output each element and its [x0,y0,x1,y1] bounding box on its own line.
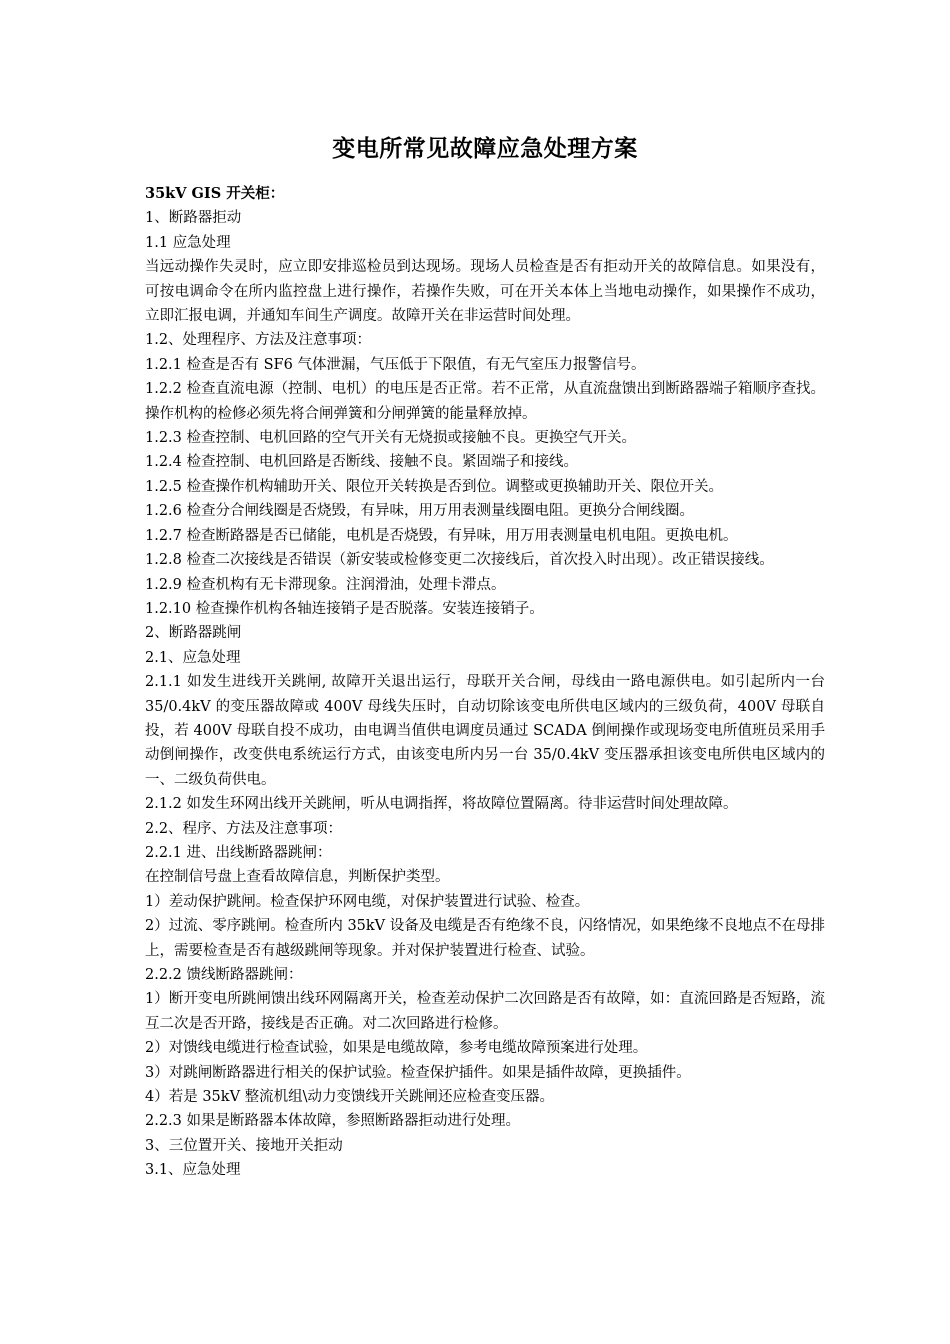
section-heading: 35kV GIS 开关柜： [145,185,285,202]
subheading-procedure-2-2: 2.2、程序、方法及注意事项： [145,820,343,837]
item-1-2-8: 1.2.8 检查二次接线是否错误（新安装或检修变更二次接线后，首次投入时出现）。改正错误接线。 [145,552,774,569]
list-item-transformer-check: 4）若是 35kV 整流机组\动力变馈线开关跳闸还应检查变压器。 [145,1089,555,1106]
list-item-overcurrent-trip: 2）过流、零序跳闸。检查所内 35kV 设备及电缆是否有绝缘不良，闪络情况，如果绝缘不良地点不在母排上，需要检查是否有越级跳闸等现象。并对保护装置进行检查、试验。 [145,918,825,959]
item-1-2-7: 1.2.7 检查断路器是否已储能，电机是否烧毁，有异味，用万用表测量电机电阻。更换电机。 [145,527,738,544]
item-1-2-2: 1.2.2 检查直流电源（控制、电机）的电压是否正常。若不正常，从直流盘馈出到断路器端子箱顺序查找。操作机构的检修必须先将合闸弹簧和分闸弹簧的能量释放掉。 [145,381,825,422]
subheading-emergency-3-1: 3.1、应急处理 [145,1162,241,1179]
item-1-2-3: 1.2.3 检查控制、电机回路的空气开关有无烧损或接触不良。更换空气开关。 [145,430,637,447]
list-item-cable-test: 2）对馈线电缆进行检查试验，如果是电缆故障，参考电缆故障预案进行处理。 [145,1040,648,1057]
heading-breaker-refusal: 1、断路器拒动 [145,210,242,227]
item-2-1-1: 2.1.1 如发生进线开关跳闸, 故障开关退出运行，母联开关合闸，母线由一路电源供电。如引起所内一台 35/0.4kV 的变压器故障或 400V 母线失压时，自动切除该变电所供电区域内的三级负荷，400V 母联自投，若 400V 母联自投不成功，由电调当值供电调度员通过 SCADA 倒闸操作或现场变电所值班员采用手动倒闸操作，改变供电系统运行方式，由该变电所内另一台 35/0.4kV 变压器承担该变电所供电区域内的一、二级负荷供电。 [145,674,825,788]
subheading-emergency-2-1: 2.1、应急处理 [145,649,241,666]
subheading-procedure-1-2: 1.2、处理程序、方法及注意事项： [145,332,372,349]
item-1-2-9: 1.2.9 检查机构有无卡滞现象。注润滑油，处理卡滞点。 [145,576,506,593]
item-2-2-1: 2.2.1 进、出线断路器跳闸： [145,844,332,861]
paragraph-check-signal-panel: 在控制信号盘上查看故障信息，判断保护类型。 [145,869,450,886]
item-2-2-3: 2.2.3 如果是断路器本体故障，参照断路器拒动进行处理。 [145,1113,521,1130]
item-1-2-6: 1.2.6 检查分合闸线圈是否烧毁，有异味，用万用表测量线圈电阻。更换分合闸线圈。 [145,503,695,520]
list-item-open-isolator: 1）断开变电所跳闸馈出线环网隔离开关，检查差动保护二次回路是否有故障，如：直流回路是否短路，流互二次是否开路，接线是否正确。对二次回路进行检修。 [145,991,825,1032]
list-item-protection-test: 3）对跳闸断路器进行相关的保护试验。检查保护插件。如果是插件故障，更换插件。 [145,1064,691,1081]
heading-three-position-switch: 3、三位置开关、接地开关拒动 [145,1137,343,1154]
item-2-1-2: 2.1.2 如发生环网出线开关跳闸，听从电调指挥，将故障位置隔离。待非运营时间处理故障。 [145,796,738,813]
item-1-2-4: 1.2.4 检查控制、电机回路是否断线、接触不良。紧固端子和接线。 [145,454,579,471]
list-item-differential-trip: 1）差动保护跳闸。检查保护环网电缆，对保护装置进行试验、检查。 [145,893,590,910]
item-1-2-10: 1.2.10 检查操作机构各轴连接销子是否脱落。安装连接销子。 [145,600,544,617]
item-2-2-2: 2.2.2 馈线断路器跳闸： [145,967,303,983]
item-1-2-1: 1.2.1 检查是否有 SF6 气体泄漏，气压低于下限值，有无气室压力报警信号。 [145,356,646,373]
subheading-emergency-1-1: 1.1 应急处理 [145,234,231,251]
heading-breaker-trip: 2、断路器跳闸 [145,625,242,642]
document-body [145,128,825,1183]
paragraph-remote-failure: 当远动操作失灵时，应立即安排巡检员到达现场。现场人员检查是否有拒动开关的故障信息。如果没有，可按电调命令在所内监控盘上进行操作，若操作失败，可在开关本体上当地电动操作，如果操作不成功，立即汇报电调，并通知车间生产调度。故障开关在非运营时间处理。 [145,259,825,325]
item-1-2-5: 1.2.5 检查操作机构辅助开关、限位开关转换是否到位。调整或更换辅助开关、限位开关。 [145,478,723,495]
document-title: 变电所常见故障应急处理方案 [332,135,638,162]
